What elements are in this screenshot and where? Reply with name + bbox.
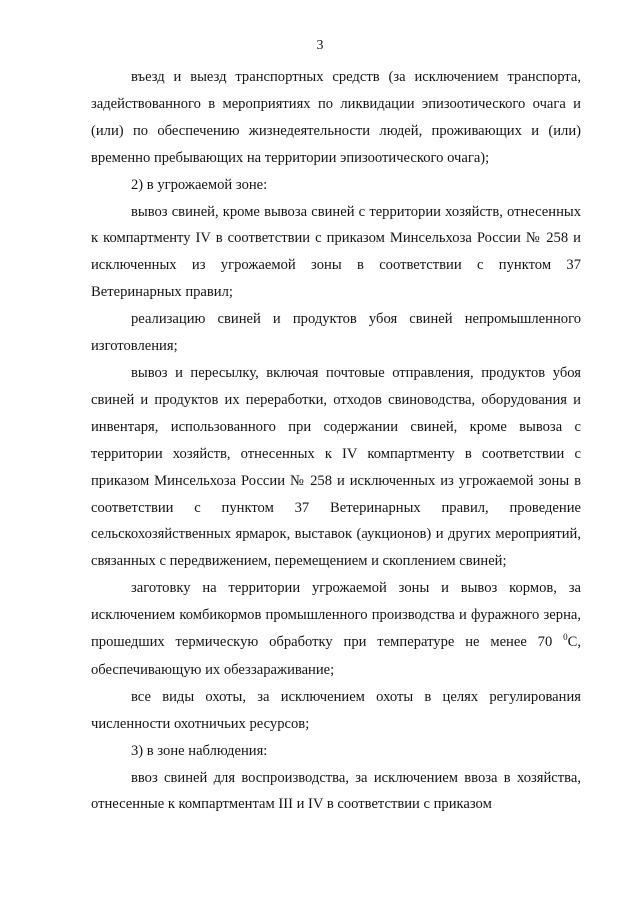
temperature-suffix-text: С, обеспечивающую их обеззараживание; xyxy=(91,634,581,678)
temperature-degree-superscript: 0 xyxy=(563,632,568,643)
paragraph-pig-import: ввоз свиней для воспроизводства, за исключением ввоза в хозяйства, отнесенные к компартментам III и IV в соответствии с приказом xyxy=(91,769,581,813)
paragraph-observation-zone-heading: 3) в зоне наблюдения: xyxy=(131,742,268,759)
paragraph-sale-of-pigs: реализацию свиней и продуктов убоя свиней непромышленного изготовления; xyxy=(91,311,581,355)
page-number: 3 xyxy=(316,38,324,53)
paragraph-entry-exit-vehicles: въезд и выезд транспортных средств (за исключением транспорта, задействованного в мероприятиях по ликвидации эпизоотического очага и (или) по обеспечению жизнедеятельности людей, проживающих и (или) временно пребывающих на территории эпизоотического очага); xyxy=(91,69,581,166)
paragraph-pig-export: вывоз свиней, кроме вывоза свиней с территории хозяйств, отнесенных к компартменту IV в соответствии с приказом Минсельхоза России № 258 и исключенных из угрожаемой зоны в соответствии с пунктом 37 Ветеринарных правил; xyxy=(91,203,581,301)
paragraph-export-and-shipment: вывоз и пересылку, включая почтовые отправления, продуктов убоя свиней и продуктов их переработки, отходов свиноводства, оборудования и инвентаря, использованного при содержании свиней, кроме вывоза с территории хозяйств, отнесенных к IV компартменту в соответствии с приказом Минсельхоза России № 258 и исключенных из угрожаемой зоны в соответствии с пунктом 37 Ветеринарных правил, проведение сельскохозяйственных ярмарок, выставок (аукционов) и других мероприятий, связанных с передвижением, перемещением и скоплением свиней; xyxy=(91,364,581,570)
paragraph-feed-procurement xyxy=(91,575,581,684)
feed-procurement-text: заготовку на территории угрожаемой зоны и вывоз кормов, за исключением комбикормов промышленного производства и фуражного зерна, прошедших термическую обработку при температуре не менее 70 xyxy=(91,580,581,651)
paragraph-hunting: все виды охоты, за исключением охоты в целях регулирования численности охотничьих ресурсов; xyxy=(91,688,581,732)
document-body xyxy=(91,64,581,818)
paragraph-threatened-zone-heading: 2) в угрожаемой зоне: xyxy=(131,176,268,193)
